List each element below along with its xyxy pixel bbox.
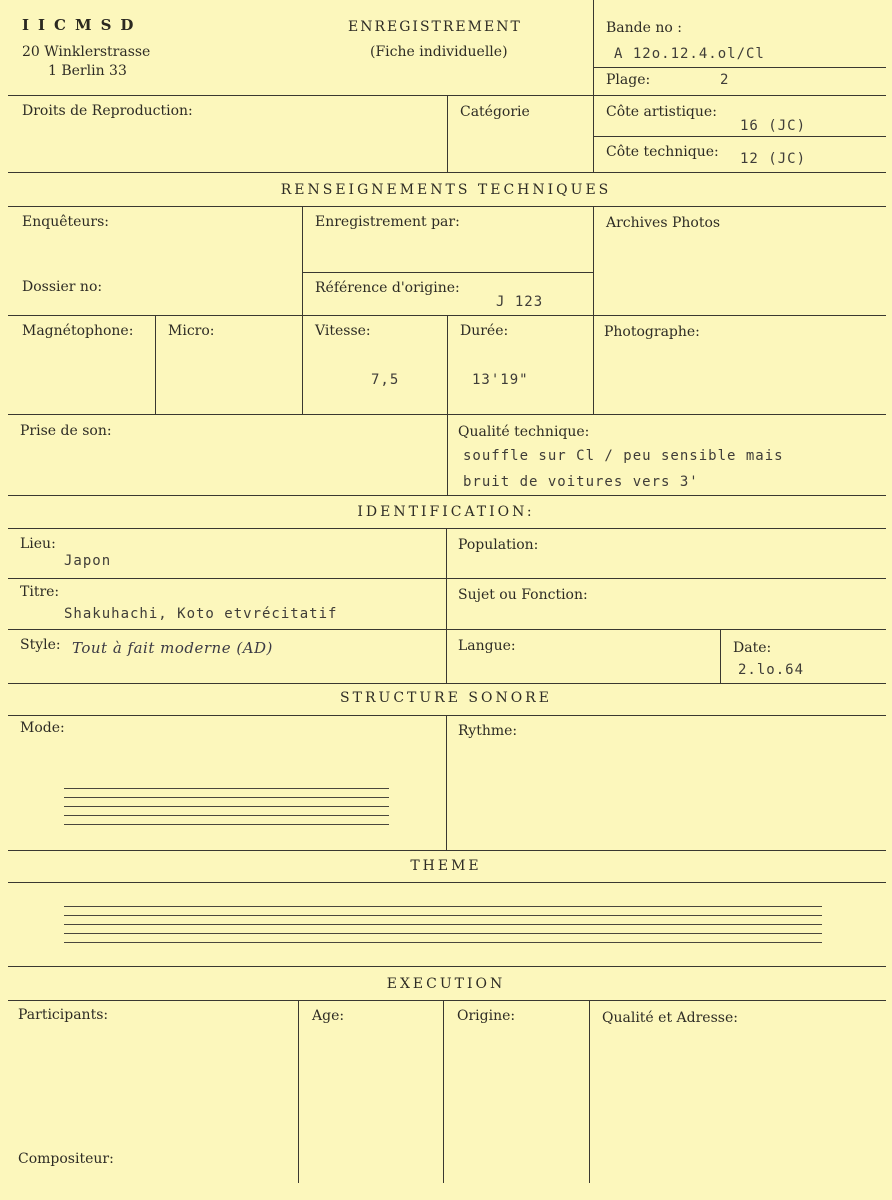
- rule-execution-top: [8, 966, 886, 967]
- archives-photos-label: Archives Photos: [606, 215, 721, 231]
- section-renseignements-techniques: RENSEIGNEMENTS TECHNIQUES: [280, 182, 612, 198]
- rule-execution-title: [8, 1000, 886, 1001]
- rule-ident-top: [8, 495, 886, 496]
- plage-value: 2: [720, 72, 730, 88]
- section-identification: IDENTIFICATION:: [357, 504, 535, 520]
- date-label: Date:: [733, 640, 772, 656]
- form-title: ENREGISTREMENT: [348, 19, 522, 35]
- cote-technique-value: 12 (JC): [740, 151, 807, 167]
- lieu-value: Japon: [64, 553, 112, 569]
- rule-style-top: [8, 629, 886, 630]
- tech-divider-1: [302, 206, 303, 414]
- duree-value: 13'19": [472, 372, 529, 388]
- lieu-label: Lieu:: [20, 536, 56, 552]
- address-city: 1 Berlin 33: [48, 63, 127, 79]
- style-value-handwritten: Tout à fait moderne (AD): [72, 639, 273, 657]
- cote-mid-rule: [593, 136, 886, 137]
- cote-artistique-value: 16 (JC): [740, 118, 807, 134]
- age-divider: [298, 1000, 299, 1183]
- mode-label: Mode:: [20, 720, 65, 736]
- mode-staff-line-4: [64, 815, 389, 816]
- origine-label: Origine:: [457, 1008, 516, 1024]
- sujet-fonction-label: Sujet ou Fonction:: [458, 587, 588, 603]
- titre-value: Shakuhachi, Koto etvrécitatif: [64, 606, 338, 622]
- age-label: Age:: [312, 1008, 345, 1024]
- rythme-divider: [446, 715, 447, 850]
- duree-divider: [447, 315, 448, 495]
- rule-prise-top: [8, 414, 886, 415]
- prise-de-son-label: Prise de son:: [20, 423, 112, 439]
- rule-theme-title: [8, 882, 886, 883]
- qualite-technique-line2: bruit de voitures vers 3': [463, 474, 699, 490]
- address-street: 20 Winklerstrasse: [22, 44, 151, 60]
- qualite-divider: [589, 1000, 590, 1183]
- rule-structure-top: [8, 683, 886, 684]
- rule-tech-title: [8, 206, 886, 207]
- micro-divider: [155, 315, 156, 414]
- rythme-label: Rythme:: [458, 723, 518, 739]
- qualite-technique-line1: souffle sur Cl / peu sensible mais: [463, 448, 784, 464]
- theme-staff-line-1: [64, 906, 822, 907]
- mode-staff-line-3: [64, 806, 389, 807]
- vitesse-label: Vitesse:: [315, 323, 371, 339]
- enqueteurs-label: Enquêteurs:: [22, 214, 110, 230]
- rule-structure-title: [8, 715, 886, 716]
- reference-origine-value: J 123: [496, 294, 544, 310]
- rule-theme-top: [8, 850, 886, 851]
- style-label: Style:: [20, 637, 61, 653]
- section-structure-sonore: STRUCTURE SONORE: [340, 690, 552, 706]
- langue-label: Langue:: [458, 638, 516, 654]
- rule-rights-bottom: [8, 172, 886, 173]
- qualite-technique-label: Qualité technique:: [458, 424, 590, 440]
- bande-value: A 12o.12.4.ol/Cl: [614, 46, 765, 62]
- rule-ident-title: [8, 528, 886, 529]
- mode-staff-line-5: [64, 824, 389, 825]
- section-theme: THEME: [410, 858, 482, 874]
- rule-titre-top: [8, 578, 886, 579]
- mode-staff-line-1: [64, 788, 389, 789]
- categorie-label: Catégorie: [460, 104, 530, 120]
- micro-label: Micro:: [168, 323, 215, 339]
- plage-label: Plage:: [606, 72, 651, 88]
- bande-label: Bande no :: [606, 20, 682, 36]
- categorie-divider: [447, 95, 448, 172]
- institute-logo: IICMSD: [22, 16, 143, 34]
- enregistrement-par-label: Enregistrement par:: [315, 214, 460, 230]
- theme-staff-line-4: [64, 933, 822, 934]
- date-divider: [720, 629, 721, 683]
- form-subtitle: (Fiche individuelle): [370, 44, 508, 60]
- cote-divider: [593, 95, 594, 172]
- magnetophone-label: Magnétophone:: [22, 323, 134, 339]
- date-value: 2.lo.64: [738, 662, 805, 678]
- origine-divider: [443, 1000, 444, 1183]
- population-label: Population:: [458, 537, 539, 553]
- tech-divider-2: [593, 206, 594, 414]
- theme-staff-line-5: [64, 942, 822, 943]
- theme-staff-line-2: [64, 915, 822, 916]
- droits-label: Droits de Reproduction:: [22, 103, 193, 119]
- photographe-label: Photographe:: [604, 324, 700, 340]
- participants-label: Participants:: [18, 1007, 109, 1023]
- titre-label: Titre:: [20, 584, 60, 600]
- plage-divider: [593, 67, 886, 68]
- dossier-label: Dossier no:: [22, 279, 103, 295]
- duree-label: Durée:: [460, 323, 509, 339]
- ident-divider: [446, 528, 447, 683]
- theme-staff-line-3: [64, 924, 822, 925]
- qualite-adresse-label: Qualité et Adresse:: [602, 1010, 738, 1026]
- vitesse-value: 7,5: [371, 372, 400, 388]
- mode-staff-line-2: [64, 797, 389, 798]
- header-divider: [593, 0, 594, 95]
- compositeur-label: Compositeur:: [18, 1151, 114, 1167]
- rule-reference-top: [302, 272, 593, 273]
- cote-technique-label: Côte technique:: [606, 144, 719, 160]
- cote-artistique-label: Côte artistique:: [606, 104, 717, 120]
- section-execution: EXECUTION: [386, 976, 506, 992]
- reference-origine-label: Référence d'origine:: [315, 280, 460, 296]
